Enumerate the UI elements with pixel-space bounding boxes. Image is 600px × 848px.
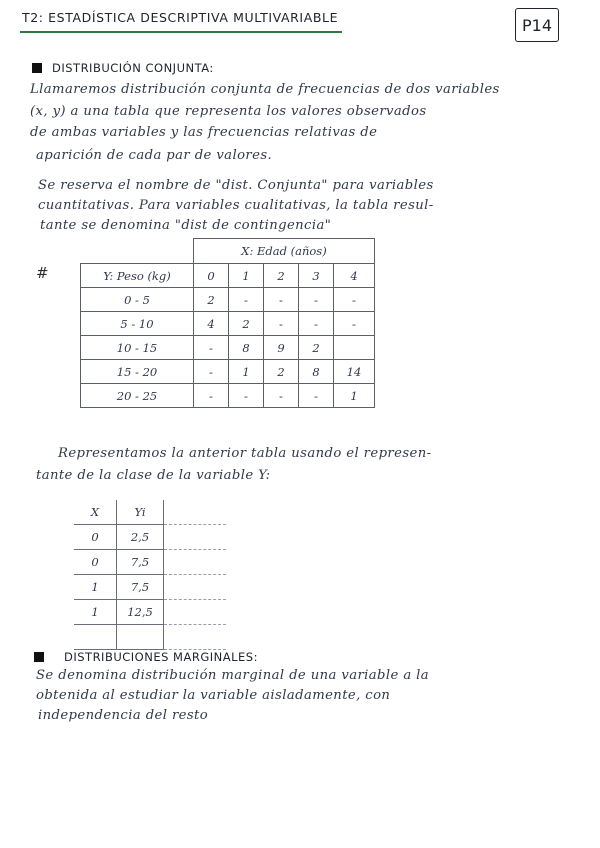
section-heading-conjunta: DISTRIBUCIÓN CONJUNTA:	[52, 61, 214, 75]
table-header-row	[74, 500, 226, 525]
table-row	[81, 384, 375, 408]
table-cell: -	[194, 360, 229, 384]
representative-table	[74, 500, 226, 650]
text-line: Llamaremos distribución conjunta de frecuencias de dos variables	[30, 82, 500, 97]
table-cell: 1	[229, 360, 264, 384]
title-underline	[20, 31, 342, 33]
table-row	[74, 575, 226, 600]
table-cell: -	[264, 288, 299, 312]
text-line: obtenida al estudiar la variable aisladamente, con	[36, 688, 391, 703]
x-value: 0	[194, 264, 229, 288]
table-cell: 8	[229, 336, 264, 360]
page-number-box: P14	[515, 8, 559, 42]
x-value: 4	[334, 264, 375, 288]
table-cell: 2	[194, 288, 229, 312]
table-cell: 1	[74, 600, 117, 625]
table-cell	[334, 336, 375, 360]
table-cell: 2	[229, 312, 264, 336]
x-value: 3	[299, 264, 334, 288]
table-cell: -	[334, 288, 375, 312]
y-variable-label: Y: Peso (kg)	[81, 264, 194, 288]
table-cell: -	[229, 384, 264, 408]
table-row	[81, 336, 375, 360]
section-bullet-icon	[32, 63, 42, 73]
hash-mark: #	[36, 264, 49, 282]
table-row	[74, 625, 226, 650]
page-title: T2: ESTADÍSTICA DESCRIPTIVA MULTIVARIABLE	[22, 10, 339, 25]
row-label: 15 - 20	[81, 360, 194, 384]
table-cell: 14	[334, 360, 375, 384]
x-value: 1	[229, 264, 264, 288]
text-line: tante se denomina "dist de contingencia"	[40, 218, 332, 233]
table-cell: 12,5	[117, 600, 164, 625]
x-variable-label: X: Edad (años)	[194, 239, 375, 264]
section-bullet-icon	[34, 652, 44, 662]
table-cell: 7,5	[117, 575, 164, 600]
table-row	[74, 600, 226, 625]
text-line: cuantitativas. Para variables cualitativas, la tabla resul-	[38, 198, 434, 213]
table-cell: -	[299, 312, 334, 336]
contingency-table	[80, 238, 375, 408]
table-cell: 1	[334, 384, 375, 408]
table-cell: 0	[74, 550, 117, 575]
text-line: tante de la clase de la variable Y:	[36, 468, 271, 483]
column-header: X	[74, 500, 117, 525]
table-cell: -	[334, 312, 375, 336]
table-cell: -	[264, 384, 299, 408]
table-cell: 2	[299, 336, 334, 360]
text-line: Se reserva el nombre de "dist. Conjunta" para variables	[38, 178, 434, 193]
row-label: 20 - 25	[81, 384, 194, 408]
text-line: independencia del resto	[38, 708, 209, 723]
text-line: aparición de cada par de valores.	[36, 148, 273, 163]
table-cell: 8	[299, 360, 334, 384]
table-row	[74, 550, 226, 575]
table-row	[81, 312, 375, 336]
column-header	[164, 500, 227, 525]
text-line: (x, y) a una tabla que representa los valores observados	[30, 104, 427, 119]
table-cell: -	[194, 384, 229, 408]
text-line: de ambas variables y las frecuencias relativas de	[30, 125, 378, 140]
table-cell: -	[299, 384, 334, 408]
table-cell: 0	[74, 525, 117, 550]
table-row	[81, 288, 375, 312]
text-line: Representamos la anterior tabla usando el represen-	[58, 446, 432, 461]
table-cell: 7,5	[117, 550, 164, 575]
table-row	[81, 360, 375, 384]
table-row	[74, 525, 226, 550]
row-label: 5 - 10	[81, 312, 194, 336]
section-heading-marginales: DISTRIBUCIONES MARGINALES:	[64, 650, 258, 664]
table-cell: 4	[194, 312, 229, 336]
row-label: 0 - 5	[81, 288, 194, 312]
table-cell	[74, 625, 117, 650]
column-header: Yi	[117, 500, 164, 525]
table-cell: -	[194, 336, 229, 360]
table-cell: 1	[74, 575, 117, 600]
row-label: 10 - 15	[81, 336, 194, 360]
table-cell: -	[299, 288, 334, 312]
table-cell: -	[264, 312, 299, 336]
x-value: 2	[264, 264, 299, 288]
text-line: Se denomina distribución marginal de una variable a la	[36, 668, 430, 683]
table-cell: 9	[264, 336, 299, 360]
table-cell: 2	[264, 360, 299, 384]
table-cell: 2,5	[117, 525, 164, 550]
table-cell	[117, 625, 164, 650]
table-cell: -	[229, 288, 264, 312]
